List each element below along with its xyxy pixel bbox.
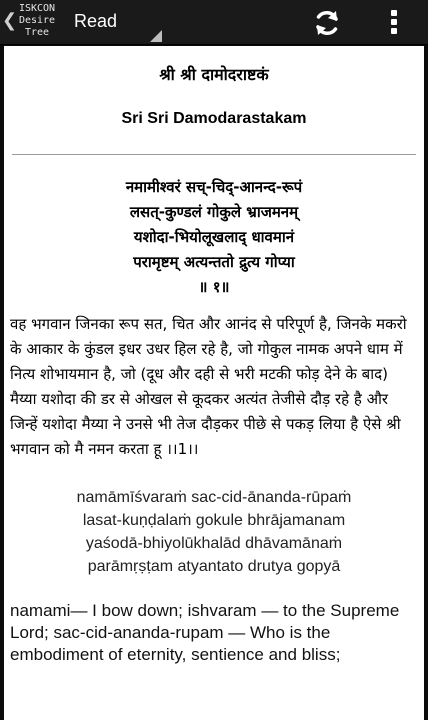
- title-devanagari: श्री श्री दामोदराष्टकं: [159, 65, 269, 84]
- verse-line: लसत्-कुण्डलं गोकुले भ्राजमनम्: [129, 203, 299, 221]
- logo-line-1: ISKCON: [18, 3, 56, 14]
- app-logo[interactable]: [11, 3, 63, 39]
- overflow-dot: [391, 19, 397, 25]
- verse-line: नमामीश्वरं सच्-चिद्-आनन्द-रूपं: [125, 178, 303, 196]
- reading-pane[interactable]: [4, 46, 424, 720]
- divider: [12, 154, 416, 155]
- overflow-menu-icon[interactable]: [380, 7, 408, 39]
- title-english: Sri Sri Damodarastakam: [121, 110, 307, 127]
- overflow-dot: [391, 10, 397, 16]
- page-title[interactable]: Read: [74, 11, 118, 31]
- transliteration-line: namāmīśvaraṁ sac-cid-ānanda-rūpaṁ: [76, 489, 352, 506]
- verse-number: ॥ १॥: [198, 278, 230, 296]
- hindi-translation: वह भगवान जिनका रूप सत, चित और आनंद से परिपूर्ण है, जिनके मकरो के आकार के कुंडल इधर उधर हिल रहे है, जो गोकुल नामक अपने धाम में नित्य शोभायमान है, जो (दूध और दही से भरी मटकी फोड़ देने के बाद) मैय्या यशोदा की डर से ओखल से कूदकर अत्यंत तेजीसे दौड़ रहे है और जिन्हें यशोदा मैय्या ने उनसे भी तेज दौड़कर पीछे से पकड़ लिया है ऐसे श्री भगवान को मै नमन करता हू ।।1।।: [10, 315, 407, 458]
- back-chevron-icon[interactable]: ❮: [2, 10, 18, 31]
- verse-devanagari: [4, 175, 424, 300]
- action-bar: [0, 0, 428, 45]
- verse-line: परामृष्टम् अत्यन्ततो द्रुत्य गोप्या: [133, 253, 295, 271]
- transliteration-line: lasat-kuṇḍalaṁ gokule bhrājamanam: [82, 512, 346, 529]
- word-for-word-meaning: namami— I bow down; ishvaram — to the Supreme Lord; sac-cid-ananda-rupam — Who is the embodiment of eternity, sentience and bliss;: [10, 601, 400, 664]
- logo-line-2: Desire: [18, 15, 56, 26]
- refresh-icon[interactable]: [312, 8, 342, 38]
- verse-transliteration: [4, 486, 424, 578]
- transliteration-line: yaśodā-bhiyolūkhalād dhāvamānaṁ: [85, 535, 343, 552]
- overflow-dot: [391, 28, 397, 34]
- verse-line: यशोदा-भियोलूखलाद् धावमानं: [133, 228, 295, 246]
- logo-line-3: Tree: [24, 27, 50, 38]
- dropdown-indicator-icon[interactable]: [150, 30, 162, 42]
- transliteration-line: parāmṛṣṭam atyantato drutya gopyā: [87, 558, 341, 575]
